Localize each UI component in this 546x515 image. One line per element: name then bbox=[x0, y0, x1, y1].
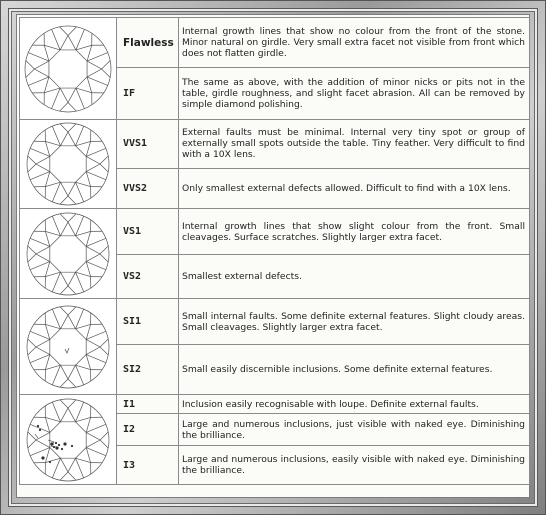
table-row bbox=[20, 209, 530, 255]
grade-description: External faults must be minimal. Internal very tiny spot or group of externally small spots outside the table. Tiny feather. Very difficult to find with a 10X lens. bbox=[179, 120, 530, 169]
grade-label: VS1 bbox=[117, 209, 179, 255]
vvs-diamond-icon bbox=[20, 120, 117, 209]
table-row bbox=[20, 299, 530, 345]
grade-description: Internal growth lines that show slight colour from the front. Small cleavages. Surface scratches. Slightly larger extra facet. bbox=[179, 209, 530, 255]
grade-label: VVS2 bbox=[117, 168, 179, 208]
grade-description: Small internal faults. Some definite external features. Slight cloudy areas. Small cleavages. Slightly larger extra facet. bbox=[179, 299, 530, 345]
flawless-diamond-icon bbox=[20, 18, 117, 120]
table-row bbox=[20, 120, 530, 169]
grade-label: IF bbox=[117, 68, 179, 120]
included-diamond-icon bbox=[20, 395, 117, 485]
clarity-chart-panel bbox=[16, 14, 530, 498]
grade-label: SI1 bbox=[117, 299, 179, 345]
grade-label: I3 bbox=[117, 446, 179, 485]
grade-label: VS2 bbox=[117, 255, 179, 299]
grade-description: Large and numerous inclusions, easily visible with naked eye. Diminishing the brilliance. bbox=[179, 446, 530, 485]
vs-diamond-icon bbox=[20, 209, 117, 299]
grade-description: Only smallest external defects allowed. Difficult to find with a 10X lens. bbox=[179, 168, 530, 208]
grade-description: The same as above, with the addition of minor nicks or pits not in the table, girdle roughness, and slight facet abrasion. All can be removed by simple diamond polishing. bbox=[179, 68, 530, 120]
grade-label: I2 bbox=[117, 414, 179, 446]
grade-label: I1 bbox=[117, 395, 179, 414]
grade-label: Flawless bbox=[117, 18, 179, 68]
grade-description: Small easily discernible inclusions. Some definite external features. bbox=[179, 345, 530, 395]
grade-description: Smallest external defects. bbox=[179, 255, 530, 299]
clarity-grade-table bbox=[19, 17, 530, 485]
table-row bbox=[20, 18, 530, 68]
grade-label: SI2 bbox=[117, 345, 179, 395]
table-row bbox=[20, 395, 530, 414]
si-diamond-icon bbox=[20, 299, 117, 395]
grade-description: Inclusion easily recognisable with loupe. Definite external faults. bbox=[179, 395, 530, 414]
grade-description: Internal growth lines that show no colour from the front of the stone. Minor natural on girdle. Very small extra facet not visible from front which does not flatten girdle. bbox=[179, 18, 530, 68]
grade-description: Large and numerous inclusions, just visible with naked eye. Diminishing the brilliance. bbox=[179, 414, 530, 446]
grade-label: VVS1 bbox=[117, 120, 179, 169]
